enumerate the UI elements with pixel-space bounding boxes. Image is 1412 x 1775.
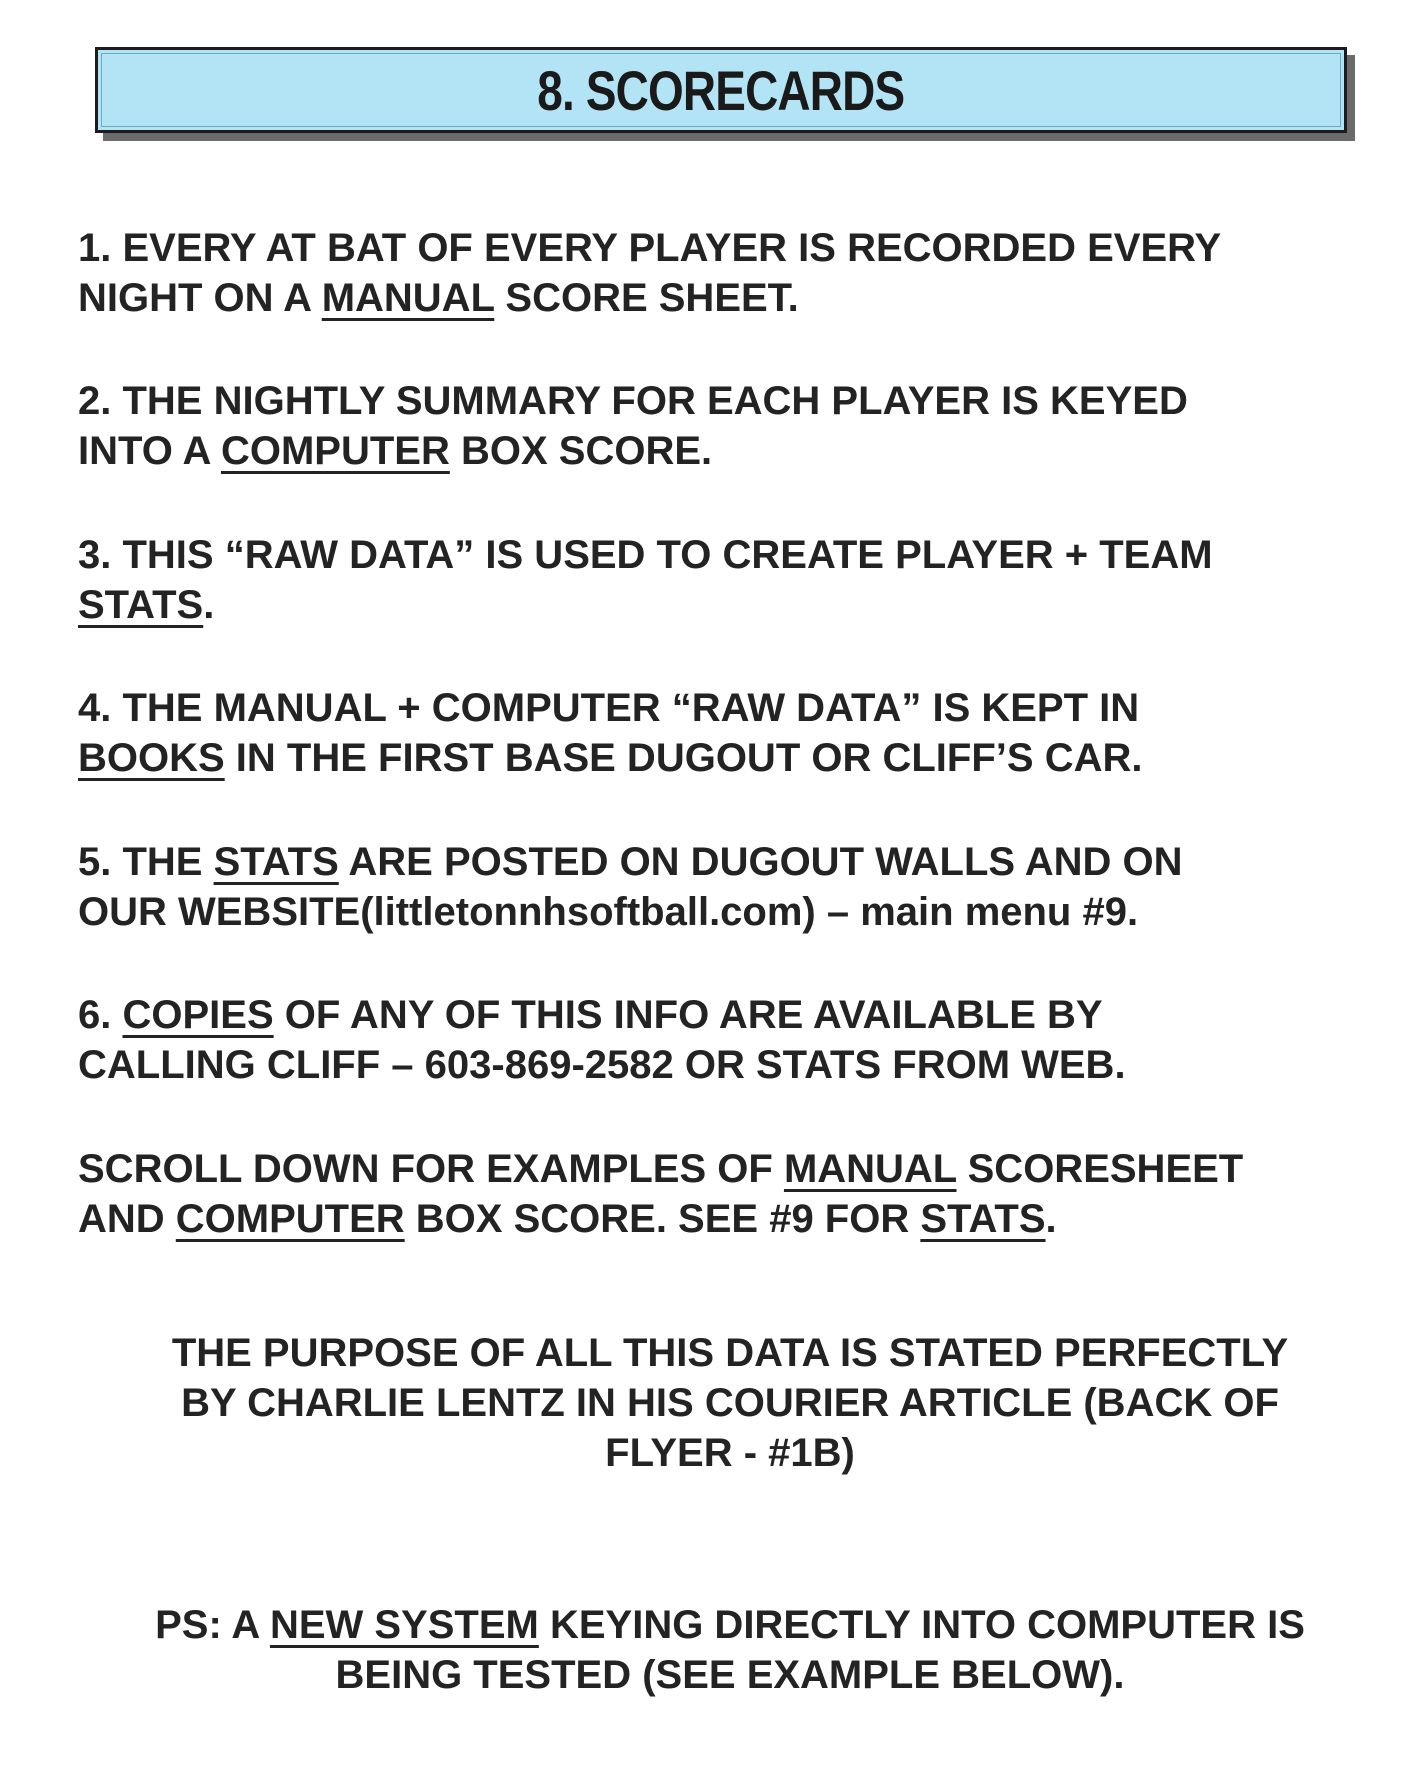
title-banner bbox=[95, 47, 1347, 133]
underlined-term: MANUAL bbox=[321, 276, 495, 320]
item-3-line-1: 3. THIS “RAW DATA” IS USED TO CREATE PLAYER + TEAM bbox=[78, 533, 1213, 577]
page-title: 8. SCORECARDS bbox=[537, 58, 905, 122]
underlined-term: COMPUTER bbox=[175, 1197, 405, 1241]
underlined-term: COPIES bbox=[122, 993, 274, 1037]
item-1-line-1: 1. EVERY AT BAT OF EVERY PLAYER IS RECORDED EVERY bbox=[78, 226, 1222, 270]
scroll-note-line-2: AND COMPUTER BOX SCORE. SEE #9 FOR STATS. bbox=[78, 1197, 1057, 1241]
scroll-note-line-1: SCROLL DOWN FOR EXAMPLES OF MANUAL SCORESHEET bbox=[78, 1147, 1244, 1191]
ps-line-2: BEING TESTED (SEE EXAMPLE BELOW). bbox=[335, 1653, 1125, 1697]
item-4-line-2: BOOKS IN THE FIRST BASE DUGOUT OR CLIFF’S CAR. bbox=[78, 736, 1143, 780]
underlined-term: COMPUTER bbox=[220, 429, 450, 473]
ps-note bbox=[60, 1600, 1400, 1700]
item-6-line-1: 6. COPIES OF ANY OF THIS INFO ARE AVAILABLE BY bbox=[78, 993, 1103, 1037]
item-2-line-2: INTO A COMPUTER BOX SCORE. bbox=[78, 429, 713, 473]
list-item-1 bbox=[78, 223, 1398, 323]
underlined-term: BOOKS bbox=[78, 736, 225, 780]
underlined-term: MANUAL bbox=[783, 1147, 957, 1191]
purpose-line-2: BY CHARLIE LENTZ IN HIS COURIER ARTICLE (BACK OF bbox=[181, 1381, 1279, 1425]
item-5-line-1: 5. THE STATS ARE POSTED ON DUGOUT WALLS AND ON bbox=[78, 840, 1183, 884]
purpose-line-1: THE PURPOSE OF ALL THIS DATA IS STATED PERFECTLY bbox=[171, 1331, 1289, 1375]
underlined-term: STATS bbox=[78, 583, 204, 627]
item-4-line-1: 4. THE MANUAL + COMPUTER “RAW DATA” IS KEPT IN bbox=[78, 686, 1140, 730]
item-5-line-2: OUR WEBSITE(littletonnhsoftball.com) – main menu #9. bbox=[78, 890, 1139, 934]
underlined-term: STATS bbox=[213, 840, 339, 884]
list-item-5 bbox=[78, 837, 1398, 937]
item-3-line-2: STATS. bbox=[78, 583, 215, 627]
underlined-term: STATS bbox=[920, 1197, 1046, 1241]
item-6-line-2: CALLING CLIFF – 603-869-2582 OR STATS FROM WEB. bbox=[78, 1043, 1126, 1087]
item-1-line-2: NIGHT ON A MANUAL SCORE SHEET. bbox=[78, 276, 799, 320]
list-item-4 bbox=[78, 683, 1398, 783]
underlined-term: NEW SYSTEM bbox=[269, 1603, 539, 1647]
ps-line-1: PS: A NEW SYSTEM KEYING DIRECTLY INTO COMPUTER IS bbox=[155, 1603, 1305, 1647]
website-text: (littletonnhsoftball.com) – main menu #9. bbox=[360, 890, 1139, 934]
list-item-6 bbox=[78, 990, 1398, 1090]
scroll-note bbox=[78, 1144, 1398, 1244]
purpose-statement bbox=[60, 1328, 1400, 1478]
item-2-line-1: 2. THE NIGHTLY SUMMARY FOR EACH PLAYER IS KEYED bbox=[78, 379, 1188, 423]
purpose-line-3: FLYER - #1B) bbox=[605, 1431, 855, 1475]
list-item-2 bbox=[78, 376, 1398, 476]
list-item-3 bbox=[78, 530, 1398, 630]
